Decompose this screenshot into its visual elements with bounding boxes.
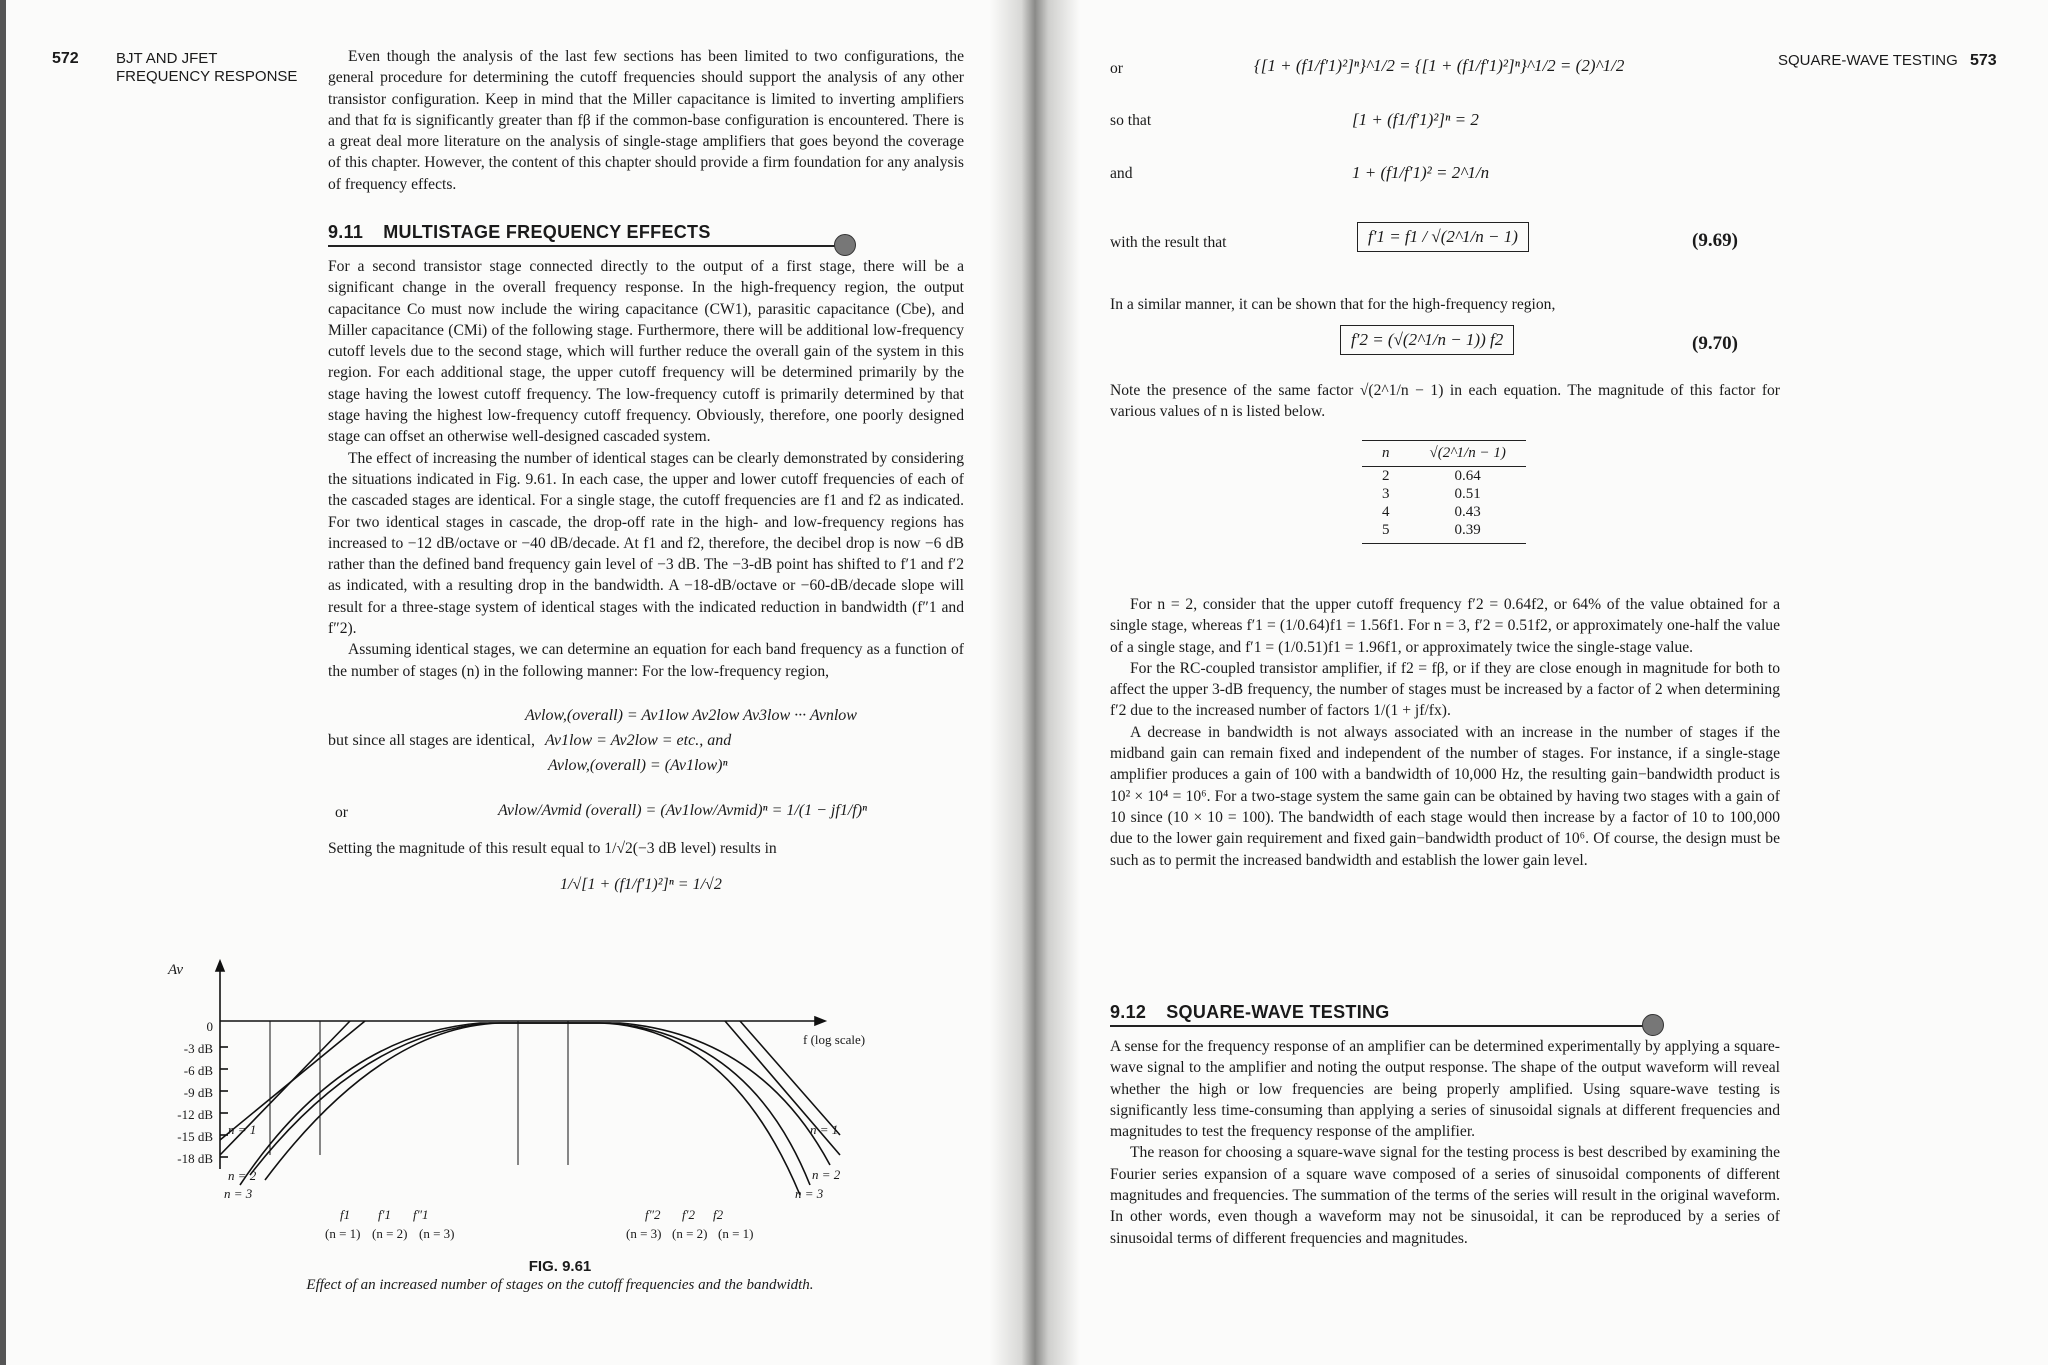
high-freq-f2: f2	[713, 1207, 724, 1222]
page-number: 572	[52, 50, 79, 67]
section-title: SQUARE-WAVE TESTING	[1166, 1002, 1390, 1022]
label-so-that: so that	[1110, 112, 1152, 129]
curve-label-n3-left: n = 3	[224, 1186, 253, 1201]
equation-overall-gain: Avlow,(overall) = Av1low Av2low Av3low ··· Avnlow	[525, 707, 857, 724]
equation-number-9-69: (9.69)	[1692, 230, 1738, 251]
curve-label-n2-right: n = 2	[812, 1167, 841, 1182]
section-heading-9-11	[328, 222, 844, 247]
equation-9-70-box	[1340, 325, 1514, 355]
running-head-line2: FREQUENCY RESPONSE	[116, 68, 298, 85]
paragraph-rc-coupled: For the RC-coupled transistor amplifier, if f2 = fβ, or if they are close enough in magnitude for both to affect the upper 3-dB frequency, the number of stages must be increased by a factor of 2 when determining f′2 due to the increased number of factors 1/(1 + jf/fx).	[1110, 659, 1780, 720]
table-header-factor: √(2^1/n − 1)	[1410, 441, 1526, 467]
equation-and: 1 + (f1/f′1)² = 2^1/n	[1352, 163, 1490, 182]
running-head-line1: BJT AND JFET	[116, 50, 218, 67]
paragraph-n2: For n = 2, consider that the upper cutoff frequency f′2 = 0.64f2, or 64% of the value obtained for a single stage, whereas f′1 = (1/0.64)f1 = 1.56f1. For n = 3, f′2 = 0.51f2, or approximately one-half the value of a single stage, and f′1 = (1/0.51)f1 = 1.96f1, or approximately twice the single-stage value.	[1110, 596, 1780, 656]
figure-number: FIG. 9.61	[528, 1258, 592, 1275]
paragraph-assuming: Assuming identical stages, we can determine an equation for each band frequency as a function of the number of stages (n) in the following manner: For the low-frequency region,	[328, 641, 964, 680]
high-freq-f2-prime: f′2	[682, 1207, 695, 1222]
y-axis-arrow-icon	[216, 961, 224, 971]
table-cell: 5	[1362, 521, 1410, 544]
table-cell: 0.39	[1410, 521, 1526, 544]
note-paragraph: Note the presence of the same factor √(2^1/n − 1) in each equation. The magnitude of this factor for various values of n is listed below.	[1110, 382, 1780, 421]
equation-identical-line	[328, 732, 731, 750]
table-cell: 0.64	[1454, 468, 1481, 484]
x-axis-label: f (log scale)	[803, 1032, 866, 1047]
y-axis-label: Av	[168, 962, 183, 978]
curve-n1	[240, 1023, 830, 1185]
y-tick-12db: -12 dB	[177, 1107, 213, 1122]
curve-n3	[265, 1023, 800, 1195]
y-tick-9db: -9 dB	[183, 1085, 213, 1100]
label-with-result: with the result that	[1110, 234, 1227, 251]
equation-magnitude: 1/√[1 + (f1/f′1)²]ⁿ = 1/√2	[560, 876, 722, 893]
section-number: 9.11	[328, 222, 364, 242]
section-heading-9-12	[1110, 1002, 1650, 1027]
similar-line: In a similar manner, it can be shown that for the high-frequency region,	[1110, 296, 1556, 313]
factor-table	[1362, 440, 1526, 544]
low-freq-n1: (n = 1)	[325, 1226, 361, 1241]
high-freq-f2-dblprime: f″2	[645, 1207, 661, 1222]
page-number: 573	[1970, 52, 1997, 69]
low-freq-n2: (n = 2)	[372, 1226, 408, 1241]
label-or: or	[1110, 60, 1123, 77]
y-tick-15db: -15 dB	[177, 1129, 213, 1144]
equation-so-that: [1 + (f1/f′1)²]ⁿ = 2	[1352, 110, 1479, 129]
y-tick-labels	[128, 1016, 213, 1170]
book-spine	[990, 0, 1080, 1365]
curve-label-n2-left: n = 2	[228, 1168, 257, 1183]
equation-power-n: Avlow,(overall) = (Av1low)ⁿ	[548, 757, 728, 774]
equation-9-69-box	[1357, 222, 1529, 252]
label-and: and	[1110, 165, 1133, 182]
y-tick-6db: -6 dB	[183, 1063, 213, 1078]
table-cell: 0.43	[1454, 504, 1481, 520]
paragraph-square-wave: A sense for the frequency response of an amplifier can be determined experimentally by applying a square-wave signal to the amplifier and noting the output response. The shape of the output waveform will reveal whether the high or low frequencies are being properly amplified. Using square-wave testing is significantly less time-consuming than applying a series of sinusoidal signals at different frequencies and magnitudes to test the frequency response of the amplifier.	[1110, 1038, 1780, 1141]
low-freq-f1-dblprime: f″1	[413, 1207, 429, 1222]
equation-9-70: f′2 = (√(2^1/n − 1)) f2	[1340, 325, 1514, 355]
page-edge	[0, 0, 6, 1365]
section-number: 9.12	[1110, 1002, 1147, 1022]
setting-line: Setting the magnitude of this result equal to 1/√2(−3 dB level) results in	[328, 840, 777, 857]
equation-number-9-70: (9.70)	[1692, 333, 1738, 354]
high-freq-n3: (n = 3)	[626, 1226, 662, 1241]
y-tick-0: 0	[206, 1019, 213, 1034]
curve-label-n3-right: n = 3	[795, 1186, 824, 1201]
running-head: SQUARE-WAVE TESTING	[1778, 52, 1958, 69]
table-cell: 4	[1382, 504, 1390, 520]
equation-braces: {[1 + (f1/f′1)²]ⁿ}^1/2 = {[1 + (f1/f′1)²]ⁿ}^1/2 = (2)^1/2	[1254, 56, 1625, 75]
table-cell: 2	[1382, 468, 1390, 484]
y-tick-3db: -3 dB	[183, 1041, 213, 1056]
figure-caption: Effect of an increased number of stages on the cutoff frequencies and the bandwidth.	[306, 1277, 814, 1293]
table-header-n: n	[1362, 441, 1410, 467]
y-tick-18db: -18 dB	[177, 1151, 213, 1166]
x-axis-arrow-icon	[815, 1017, 825, 1025]
equation-ratio: Avlow/Avmid (overall) = (Av1low/Avmid)ⁿ = 1/(1 − jf1/f)ⁿ	[498, 802, 868, 819]
section-title: MULTISTAGE FREQUENCY EFFECTS	[383, 222, 711, 242]
table-row	[1362, 521, 1526, 544]
table-cell: 3	[1382, 486, 1390, 502]
low-freq-f1: f1	[340, 1207, 351, 1222]
paragraph-bandwidth: A decrease in bandwidth is not always associated with an increase in the number of stages if the midband gain can remain fixed and independent of the number of stages. For instance, if a single-stage amplifier produces a gain of 100 with a bandwidth of 10,000 Hz, the resulting gain−bandwidth product is 10² × 10⁴ = 10⁶. For a two-stage system the same gain can be obtained by having two stages with a gain of 10 since (10 × 10 = 100). The bandwidth of each stage would then increase by a factor of 10 to 100,000 due to the lower gain requirement and fixed gain−bandwidth product of 10⁶. Of course, the design must be such as to permit the increased bandwidth and establish the lower gain level.	[1110, 723, 1780, 869]
figure-9-61	[150, 955, 850, 1245]
paragraph-identical-stages: The effect of increasing the number of identical stages can be clearly demonstrated by considering the situations indicated in Fig. 9.61. In each case, the upper and lower cutoff frequencies of each of the cascaded stages are identical. For a single stage, the cutoff frequencies are f1 and f2 as indicated. For two identical stages in cascade, the drop-off rate in the high- and low-frequency regions has increased to −12 dB/octave or −40 dB/decade. At f1 and f2, therefore, the decibel drop is now −6 dB rather than the defined band frequency gain level of −3 dB. The −3-dB point has shifted to f′1 and f′2 as indicated, with a resulting drop in the bandwidth. A −18-dB/octave or −60-dB/decade slope will result for a three-stage system of identical stages with the indicated reduction in bandwidth (f″1 and f″2).	[328, 449, 964, 638]
table-row	[1362, 467, 1526, 486]
equation-identical-prefix: but since all stages are identical,	[328, 732, 536, 749]
curve-label-n1-left: n = 1	[228, 1122, 257, 1137]
high-freq-n1: (n = 1)	[718, 1226, 754, 1241]
low-freq-n3: (n = 3)	[419, 1226, 455, 1241]
section-marker-icon	[1642, 1014, 1664, 1036]
right-page	[1032, 0, 2048, 1365]
equation-identical: Av1low = Av2low = etc., and	[545, 732, 732, 749]
curve-label-n1-right: n = 1	[810, 1122, 839, 1137]
intro-paragraph: Even though the analysis of the last few sections has been limited to two configurations, the general procedure for determining the cutoff frequencies should support the analysis of any other transistor configuration. Keep in mind that the Miller capacitance is limited to inverting amplifiers and that fα is significantly greater than fβ if the common-base configuration is encountered. There is a great deal more literature on the analysis of single-stage amplifiers that goes beyond the coverage of this chapter. However, the content of this chapter should provide a firm foundation for any analysis of frequency effects.	[328, 48, 964, 193]
table-cell: 0.51	[1454, 486, 1481, 502]
paragraph-multistage: For a second transistor stage connected directly to the output of a first stage, there will be a significant change in the overall frequency response. In the high-frequency region, the output capacitance Co must now include the wiring capacitance (CW1), parasitic capacitance (Cbe), and Miller capacitance (CMi) of the following stage. Furthermore, there will be additional low-frequency cutoff levels due to the second stage, which will further reduce the overall gain of the system in this region. For each additional stage, the upper cutoff frequency will be determined primarily by the stage having the lowest cutoff frequency. The low-frequency cutoff is primarily determined by that stage having the highest low-frequency cutoff frequency. Obviously, therefore, one poorly designed stage can offset an otherwise well-designed cascaded system.	[328, 258, 964, 446]
label-or: or	[335, 804, 348, 821]
equation-9-69: f′1 = f1 / √(2^1/n − 1)	[1357, 222, 1529, 252]
table-row	[1362, 485, 1526, 503]
paragraph-fourier: The reason for choosing a square-wave signal for the testing process is best described by examining the Fourier series expansion of a square wave composed of a series of sinusoidal components of different magnitudes and frequencies. The summation of the terms of the series will result in the original waveform. In other words, even though a waveform may not be sinusoidal, it can be reproduced by a series of sinusoidal terms of different frequencies and magnitudes.	[1110, 1144, 1780, 1247]
running-head	[116, 50, 297, 86]
low-freq-f1-prime: f′1	[378, 1207, 391, 1222]
section-marker-icon	[834, 234, 856, 256]
high-freq-n2: (n = 2)	[672, 1226, 708, 1241]
table-row	[1362, 503, 1526, 521]
